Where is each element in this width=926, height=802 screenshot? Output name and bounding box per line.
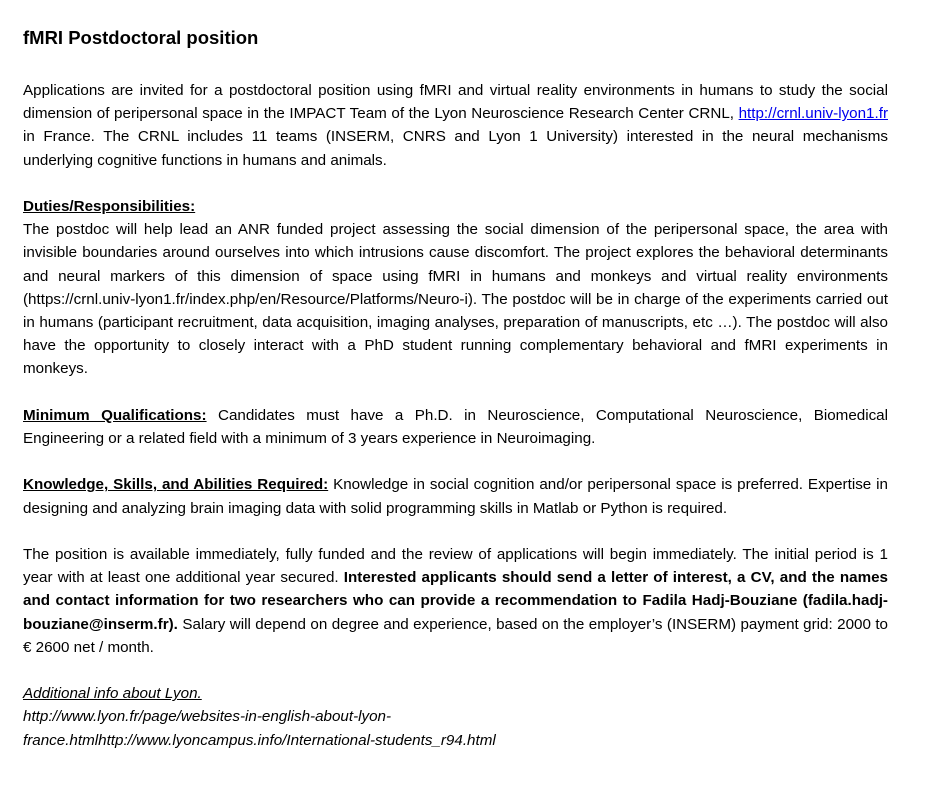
position-section [23, 543, 888, 659]
lyon-heading: Additional info about Lyon. [23, 685, 202, 703]
knowledge-heading: Knowledge, Skills, and Abilities Required: [23, 476, 329, 494]
application-instructions: Interested applicants should send a letter of interest, a CV, and the names and contact information for two researchers who can provide a recommendation to Fadila Hadj-Bouziane (fadila.hadj-bouziane@inserm.fr). [23, 569, 888, 633]
page-title: fMRI Postdoctoral position [23, 27, 259, 48]
duties-heading: Duties/Responsibilities: [23, 198, 196, 215]
position-text-end: Salary will depend on degree and experience, based on the employer’s (INSERM) payment grid: 2000 to € 2600 net / month. [23, 615, 888, 656]
duties-section [23, 195, 888, 381]
document [23, 26, 888, 752]
lyon-url-line-1: http://www.lyon.fr/page/websites-in-english-about-lyon- [23, 708, 392, 726]
lyon-url-line-2: france.htmlhttp://www.lyoncampus.info/International-students_r94.html [23, 731, 496, 749]
crnl-link[interactable]: http://crnl.univ-lyon1.fr [738, 105, 888, 123]
intro-paragraph [23, 79, 888, 172]
minimum-text: Candidates must have a Ph.D. in Neuroscience, Computational Neuroscience, Biomedical Engineering or a related field with a minimum of 3 years experience in Neuroimaging. [23, 406, 888, 448]
duties-text: The postdoc will help lead an ANR funded project assessing the social dimension of the peripersonal space, the area with invisible boundaries around ourselves into which intrusions cause discomfort. The project explores the behavioral determinants and neural markers of this dimension of space using fMRI in humans and monkeys and virtual reality environments (https://crnl.univ-lyon1.fr/index.php/en/Resource/Platforms/Neuro-i). The postdoc will be in charge of the experiments carried out in humans (participant recruitment, data acquisition, imaging analyses, preparation of manuscripts, etc …). The postdoc will also have the opportunity to closely interact with a PhD student running complementary behavioral and fMRI experiments in monkeys. [23, 221, 888, 378]
position-text-start: The position is available immediately, fully funded and the review of applications will begin immediately. The initial period is 1 year with at least one additional year secured. [23, 546, 888, 587]
minimum-section [23, 404, 888, 450]
knowledge-text: Knowledge in social cognition and/or peripersonal space is preferred. Expertise in designing and analyzing brain imaging data with solid programming skills in Matlab or Python is required. [23, 476, 888, 517]
intro-text-end: in France. The CRNL includes 11 teams (INSERM, CNRS and Lyon 1 University) interested in the neural mechanisms underlying cognitive functions in humans and animals. [23, 128, 888, 169]
minimum-heading: Minimum Qualifications: [23, 406, 207, 424]
lyon-info-section [23, 682, 888, 752]
knowledge-section [23, 473, 888, 519]
intro-text-start: Applications are invited for a postdoctoral position using fMRI and virtual reality environments in humans to study the social dimension of peripersonal space in the IMPACT Team of the Lyon Neuroscience Research Center CRNL, [23, 82, 888, 123]
